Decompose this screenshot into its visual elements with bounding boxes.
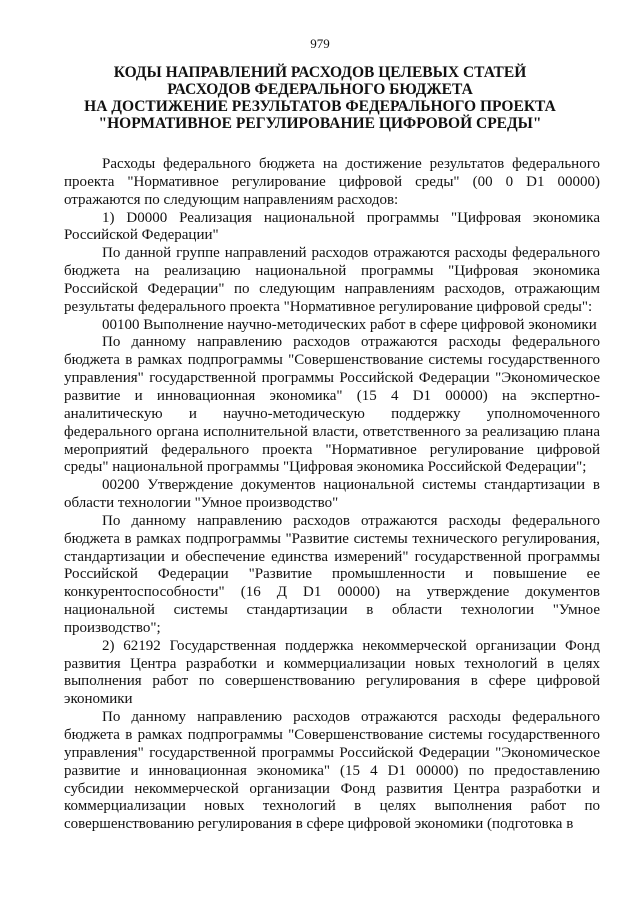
title-line: КОДЫ НАПРАВЛЕНИЙ РАСХОДОВ ЦЕЛЕВЫХ СТАТЕЙ bbox=[113, 64, 527, 81]
document-body bbox=[64, 156, 600, 834]
paragraph-item-1-heading: 1) D0000 Реализация национальной программы "Цифровая экономика Российской Федерации" bbox=[64, 209, 600, 244]
title-line: РАСХОДОВ ФЕДЕРАЛЬНОГО БЮДЖЕТА bbox=[167, 81, 473, 98]
paragraph-item-2-description: По данному направлению расходов отражаются расходы федерального бюджета в рамках подпрограммы "Совершенствование системы государственного управления" государственной программы Российской Федерации "Экономическое развитие и инновационная экономика" (15 4 D1 00000) по предоставлению субсидии некоммерческой организации Фонд развития Центра разработки и коммерциализации новых технологий в целях выполнения работ по совершенствованию регулирования в сфере цифровой экономики (подготовка в bbox=[64, 709, 600, 833]
document-title bbox=[60, 64, 580, 132]
paragraph-code-00200-description: По данному направлению расходов отражаются расходы федерального бюджета в рамках подпрограммы "Развитие системы технического регулирования, стандартизации и обеспечение единства измерений" государственной программы Российской Федерации "Развитие промышленности и повышение ее конкурентоспособности" (16 Д D1 00000) на утверждение документов национальной системы стандартизации в области технологии "Умное производство"; bbox=[64, 512, 600, 636]
title-line: "НОРМАТИВНОЕ РЕГУЛИРОВАНИЕ ЦИФРОВОЙ СРЕДЫ" bbox=[98, 115, 542, 132]
paragraph-intro: Расходы федерального бюджета на достижение результатов федерального проекта "Нормативное регулирование цифровой среды" (00 0 D1 00000) отражаются по следующим направлениям расходов: bbox=[64, 156, 600, 208]
page-number: 979 bbox=[310, 36, 330, 51]
paragraph-item-1-description: По данной группе направлений расходов отражаются расходы федерального бюджета на реализацию национальной программы "Цифровая экономика Российской Федерации" по следующим направлениям расходов, отражающим результаты федерального проекта "Нормативное регулирование цифровой среды": bbox=[64, 245, 600, 315]
title-line: НА ДОСТИЖЕНИЕ РЕЗУЛЬТАТОВ ФЕДЕРАЛЬНОГО ПРОЕКТА bbox=[84, 98, 556, 115]
paragraph-code-00100-description: По данному направлению расходов отражаются расходы федерального бюджета в рамках подпрограммы "Совершенствование системы государственного управления" государственной программы Российской Федерации "Экономическое развитие и инновационная экономика" (15 4 D1 00000) на экспертно-аналитическую и научно-методическую поддержку уполномоченного федерального органа исполнительной власти, ответственного за реализацию плана мероприятий федерального проекта "Нормативное регулирование цифровой среды" национальной программы "Цифровая экономика Российской Федерации"; bbox=[64, 334, 600, 476]
paragraph-item-2-heading: 2) 62192 Государственная поддержка некоммерческой организации Фонд развития Центра разработки и коммерциализации новых технологий в целях выполнения работ по совершенствованию регулирования в сфере цифровой экономики bbox=[64, 637, 600, 708]
paragraph-code-00100-heading: 00100 Выполнение научно-методических работ в сфере цифровой экономики bbox=[102, 316, 597, 333]
paragraph-code-00200-heading: 00200 Утверждение документов национальной системы стандартизации в области технологии "Умное производство" bbox=[64, 477, 600, 512]
